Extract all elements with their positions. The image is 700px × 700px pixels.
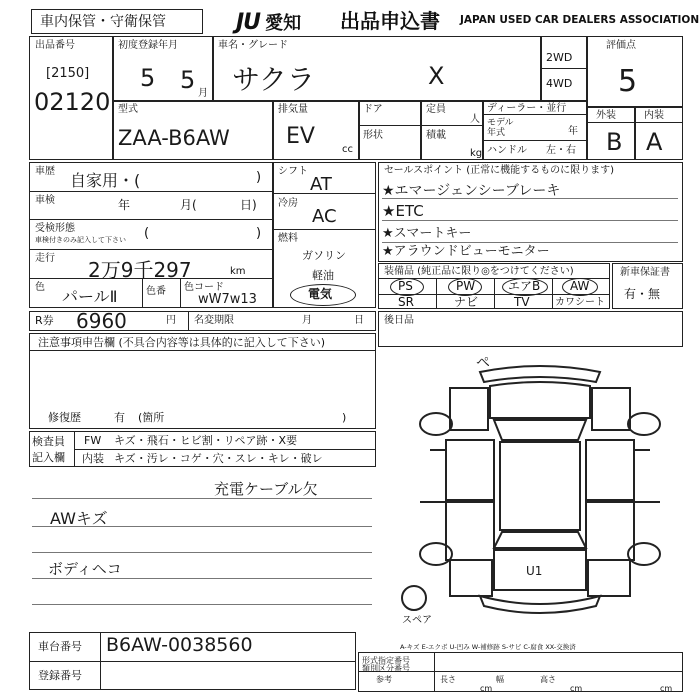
fuel-diesel: 軽油 xyxy=(312,269,334,282)
exterior-score: B xyxy=(606,128,623,156)
association-name: JAPAN USED CAR DEALERS ASSOCIATION xyxy=(460,14,700,26)
color-code-label: 色コード xyxy=(184,282,224,293)
equip-tv: TV xyxy=(514,295,530,309)
equip-airbag-circle xyxy=(502,278,548,296)
interior-score: A xyxy=(646,128,663,156)
shift-label: シフト xyxy=(278,166,308,177)
damage-mark-roof: U1 xyxy=(526,564,543,578)
car-grade: X xyxy=(428,62,445,90)
lot-number-label: 出品番号 xyxy=(35,40,75,51)
drive-4wd: 4WD xyxy=(546,77,573,90)
cert-number-label: 形式指定番号 xyxy=(362,656,410,665)
chassis-label: 車台番号 xyxy=(38,640,82,653)
ju-logo-place: 愛知 xyxy=(265,13,302,34)
fuel-gasoline: ガソリン xyxy=(302,249,346,262)
drive-2wd: 2WD xyxy=(546,51,573,64)
retrofit-box xyxy=(378,311,683,347)
fuel-label: 燃料 xyxy=(278,233,298,244)
remark-body-dent: ボディヘコ xyxy=(48,560,122,578)
plate-change-day: 日 xyxy=(354,315,364,326)
color-code-short-label: 色番 xyxy=(146,286,166,297)
recycle-value: 6960 xyxy=(76,309,127,333)
first-reg-year: 5 xyxy=(140,64,156,92)
exterior-label: 外装 xyxy=(596,110,616,121)
repair-history-location: (箇所 xyxy=(138,411,165,424)
fw-label: FW xyxy=(84,434,102,447)
equip-pw: PW xyxy=(456,279,476,293)
door-label: ドア xyxy=(363,104,383,115)
equip-aw-circle xyxy=(562,278,598,296)
mileage-unit: km xyxy=(230,266,246,277)
equip-seat: カワシート xyxy=(555,297,605,308)
repair-history-value: 有 xyxy=(114,411,125,424)
cooling-label: 冷房 xyxy=(278,198,298,209)
color-value: パールⅡ xyxy=(62,287,118,306)
inspector-label-2: 記入欄 xyxy=(32,451,65,464)
equip-airbag: エアB xyxy=(508,279,541,293)
displacement-value: EV xyxy=(286,124,315,149)
capacity-label: 定員 xyxy=(426,104,446,115)
retrofit-label: 後日品 xyxy=(384,315,414,326)
fuel-electric: 電気 xyxy=(308,287,333,301)
spec-unit-1: cm xyxy=(480,684,493,693)
interior-label: 内装 xyxy=(644,110,664,121)
selling-point-1: ★エマージェンシーブレーキ xyxy=(382,183,561,199)
spec-height-label: 高さ xyxy=(540,675,556,684)
score-label: 評価点 xyxy=(606,40,636,51)
plate-change-label: 名変期限 xyxy=(194,315,234,326)
remark-charging-cable: 充電ケーブル欠 xyxy=(214,480,318,498)
inspection-year: 年 xyxy=(118,198,131,212)
mileage-value: 2万9千297 xyxy=(88,258,192,282)
damage-mark-front: ペ xyxy=(476,355,490,371)
displacement-unit: cc xyxy=(342,144,353,155)
cooling-value: AC xyxy=(312,206,337,227)
model-year-unit: 年 xyxy=(568,126,578,137)
inspection-label: 車検 xyxy=(35,195,55,206)
color-code-value: wW7w13 xyxy=(198,292,257,307)
spec-unit-3: cm xyxy=(660,684,673,693)
warranty-value: 有・無 xyxy=(624,287,661,301)
spec-ref-label-1: 参考 xyxy=(376,675,392,684)
shape-label: 形状 xyxy=(363,130,383,141)
model-value: ZAA-B6AW xyxy=(118,126,230,150)
notes-label: 注意事項申告欄 (不具合内容等は具体的に記入して下さい) xyxy=(38,336,326,349)
shift-value: AT xyxy=(310,174,332,195)
fw-items: キズ・飛石・ヒビ割・リペア跡・X要 xyxy=(114,434,298,447)
handle-options: 左・右 xyxy=(546,145,576,156)
displacement-label: 排気量 xyxy=(278,104,308,115)
model-year-label: モデル年式 xyxy=(487,118,514,138)
repair-history-close: ) xyxy=(342,411,347,424)
equip-ps: PS xyxy=(398,279,413,293)
first-reg-month-unit: 月 xyxy=(198,88,208,99)
first-reg-label: 初度登録年月 xyxy=(118,40,178,51)
spec-unit-2: cm xyxy=(570,684,583,693)
score-value: 5 xyxy=(618,64,638,99)
equipment-label: 装備品 (純正品に限り◎をつけてください) xyxy=(384,266,574,277)
capacity-unit: 人 xyxy=(470,114,480,125)
registration-label: 登録番号 xyxy=(38,669,82,682)
recycle-unit: 円 xyxy=(166,315,176,326)
storage-badge xyxy=(31,9,203,34)
spec-width-label: 幅 xyxy=(496,675,504,684)
fuel-electric-circle xyxy=(290,284,356,306)
inspector-label-1: 検査員 xyxy=(32,435,65,448)
acceptance-note: 車検付きのみ記入して下さい xyxy=(35,236,126,244)
car-name-label: 車名・グレード xyxy=(218,40,288,51)
handle-label: ハンドル xyxy=(487,145,527,156)
lot-sub-number: [2150] xyxy=(46,66,90,81)
storage-badge-text: 車内保管・守衛保管 xyxy=(40,14,166,30)
spare-label: スペア xyxy=(402,615,432,626)
inspection-day: 日) xyxy=(240,198,257,212)
chassis-number: B6AW-0038560 xyxy=(106,634,253,656)
damage-legend: A-キズ E-エクボ U-凹み W-補修跡 S-サビ C-腐食 XX-交換済 xyxy=(400,643,576,651)
acceptance-label: 受検形態 xyxy=(35,223,75,234)
history-value: 自家用・( xyxy=(70,171,141,190)
equip-sr: SR xyxy=(398,295,414,309)
model-label: 型式 xyxy=(118,104,138,115)
load-unit: kg xyxy=(470,148,483,159)
mileage-label: 走行 xyxy=(35,253,55,264)
acceptance-close: ) xyxy=(256,226,262,241)
history-close: ) xyxy=(256,170,262,185)
repair-history-label: 修復歴 xyxy=(48,411,81,424)
equip-navi: ナビ xyxy=(454,295,479,309)
color-label: 色 xyxy=(35,282,45,293)
interior-check-items: キズ・汚レ・コゲ・穴・スレ・キレ・破レ xyxy=(114,452,323,465)
selling-point-3: ★スマートキー xyxy=(382,226,472,241)
lot-number: 02120 xyxy=(34,88,111,116)
acceptance-open: ( xyxy=(144,226,150,241)
inspection-month: 月( xyxy=(180,198,197,212)
interior-check-label: 内装 xyxy=(82,452,104,465)
remark-aw-scratch: AWキズ xyxy=(50,509,108,528)
ju-logo xyxy=(236,9,301,35)
ju-logo-mark: JU xyxy=(236,10,261,35)
selling-point-2: ★ETC xyxy=(382,202,424,220)
spec-length-label: 長さ xyxy=(440,675,456,684)
recycle-label: R券 xyxy=(35,314,54,327)
equip-pw-circle xyxy=(448,278,482,296)
dealer-label: ディーラー・並行 xyxy=(487,103,567,114)
class-number-label: 類別区分番号 xyxy=(362,664,410,673)
history-label: 車歴 xyxy=(35,166,55,177)
selling-points-label: セールスポイント (正常に機能するものに限ります) xyxy=(384,165,615,176)
form-title: 出品申込書 xyxy=(340,9,440,33)
equip-ps-circle xyxy=(390,278,424,296)
selling-point-4: ★アラウンドビューモニター xyxy=(382,244,550,259)
equip-aw: AW xyxy=(570,279,590,293)
plate-change-month: 月 xyxy=(302,315,312,326)
warranty-label: 新車保証書 xyxy=(620,267,670,278)
car-name: サクラ xyxy=(232,63,315,96)
first-reg-month: 5 xyxy=(180,66,196,94)
load-label: 積載 xyxy=(426,130,446,141)
